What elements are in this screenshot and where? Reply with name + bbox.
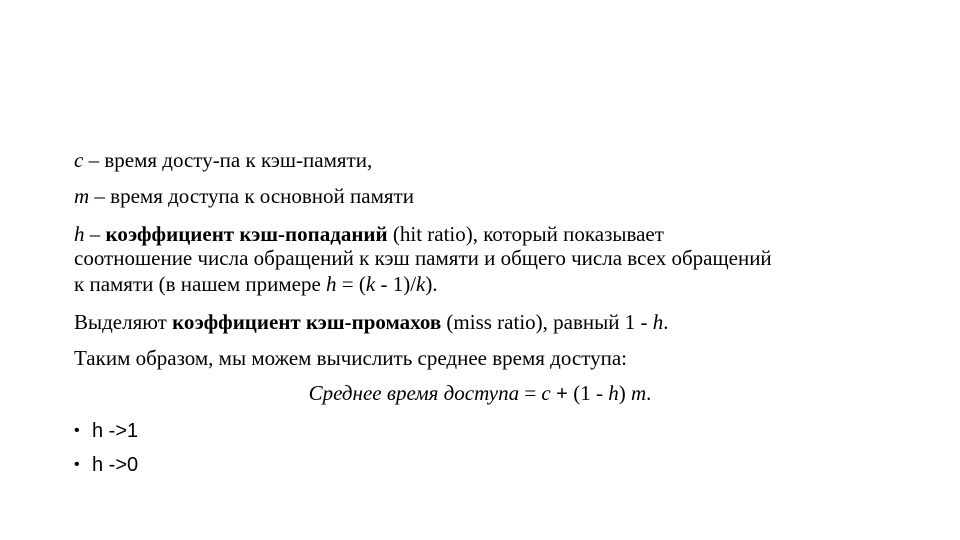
hit-ratio-term: коэффициент кэш-попаданий — [105, 222, 388, 246]
formula-label: Среднее время доступа — [308, 381, 520, 405]
bullet-text: h ->1 — [92, 420, 139, 442]
definition-h-text3-pre: к памяти (в нашем примере — [74, 272, 327, 296]
expr-mid: - 1)/ — [375, 272, 417, 296]
formula-paren-open: (1 - — [573, 381, 609, 405]
expr-h: h — [326, 272, 337, 296]
definition-h-dash: – — [84, 222, 106, 246]
definition-h-text3-post: ). — [425, 272, 438, 296]
conclusion-line: Таким образом, мы можем вычислить среднее время доступа: — [74, 346, 627, 370]
miss-ratio-line — [74, 310, 668, 334]
definition-m-text: – время доступа к основной памяти — [89, 184, 414, 208]
expr-eq: = ( — [336, 272, 366, 296]
definition-m — [74, 184, 414, 208]
list-item — [74, 418, 138, 452]
definition-h-line3 — [74, 272, 438, 296]
var-m: m — [74, 184, 90, 208]
definition-h-text1: (hit ratio), который показывает — [387, 222, 664, 246]
definition-c — [74, 148, 372, 172]
definition-c-text: – время досту-па к кэш-памяти, — [83, 148, 373, 172]
definition-h-line2: соотношение числа обращений к кэш памяти и общего числа всех обращений — [74, 246, 772, 270]
average-access-time-formula — [0, 381, 960, 405]
miss-pre: Выделяют — [74, 310, 173, 334]
miss-ratio-term: коэффициент кэш-промахов — [172, 310, 442, 334]
miss-var-h: h — [652, 310, 664, 334]
definition-h-line1 — [74, 222, 664, 246]
var-h: h — [74, 222, 85, 246]
var-c: c — [74, 148, 84, 172]
formula-eq: = — [519, 381, 542, 405]
formula-paren-close: ) — [618, 381, 631, 405]
miss-mid: (miss ratio), равный 1 - — [441, 310, 653, 334]
formula-c: c — [541, 381, 551, 405]
bullet-list — [74, 418, 138, 486]
list-item — [74, 452, 138, 486]
expr-k2: k — [416, 272, 426, 296]
miss-end: . — [663, 310, 669, 334]
bullet-icon: • — [74, 422, 80, 439]
bullet-text: h ->0 — [92, 454, 139, 476]
formula-plus: + — [550, 381, 574, 405]
formula-h: h — [608, 381, 619, 405]
bullet-icon: • — [74, 456, 80, 473]
expr-k1: k — [365, 272, 376, 296]
formula-end: . — [646, 381, 652, 405]
formula-m: m — [630, 381, 647, 405]
